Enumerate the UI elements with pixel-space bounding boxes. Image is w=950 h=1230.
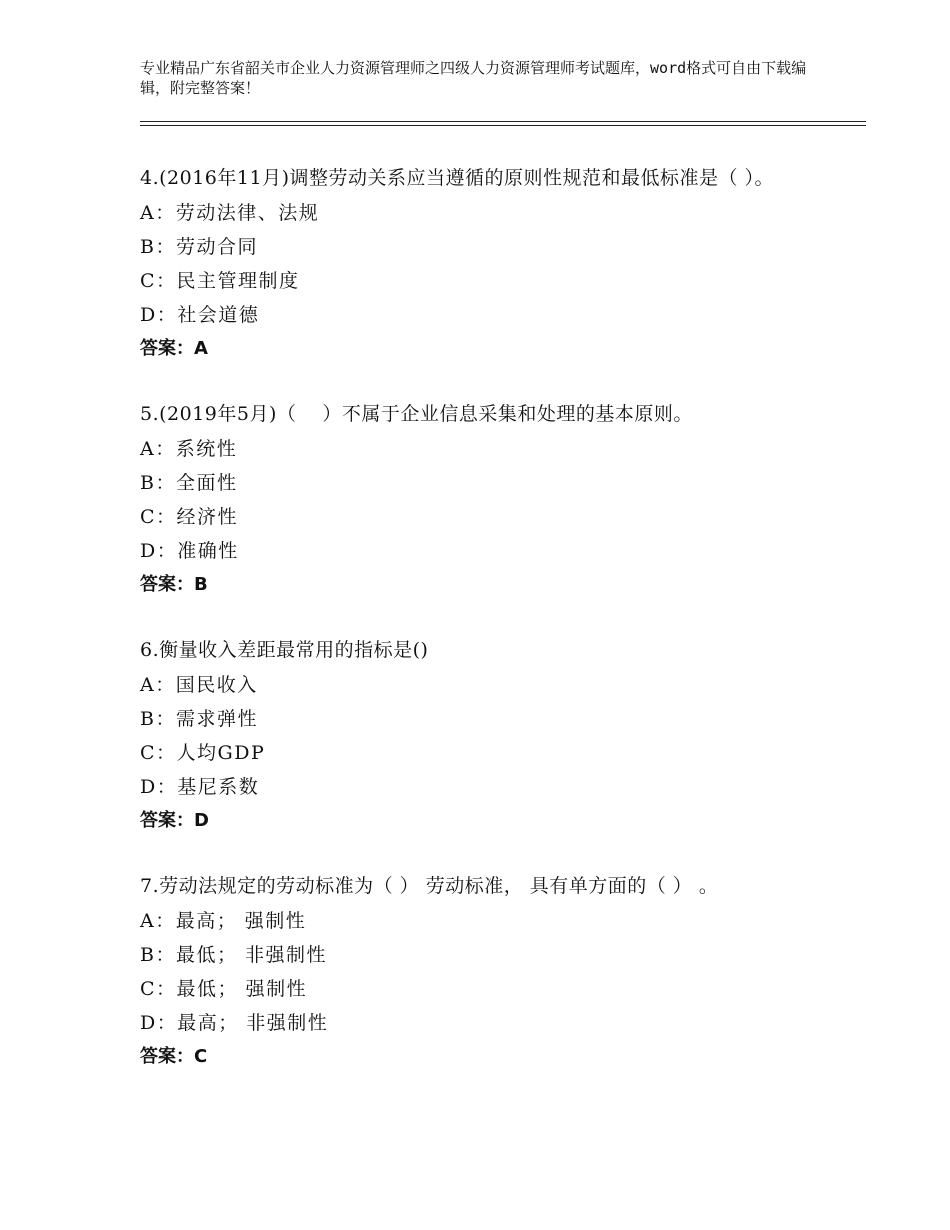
answer-line: 答案：A <box>140 338 208 359</box>
answer-line: 答案：D <box>140 810 209 831</box>
document-header: 专业精品广东省韶关市企业人力资源管理师之四级人力资源管理师考试题库，word格式可自由下载编辑，附完整答案！ <box>140 59 807 97</box>
question-list <box>140 162 840 1106</box>
option-a: A：劳动法律、法规 <box>140 202 320 224</box>
header-rule-bottom <box>140 125 866 126</box>
option-a: A：最高； 强制性 <box>140 910 307 932</box>
question-text: 6.衡量收入差距最常用的指标是() <box>140 639 429 661</box>
option-b: B：劳动合同 <box>140 236 258 258</box>
question-text: 4.(2016年11月)调整劳动关系应当遵循的原则性规范和最低标准是（ ）。 <box>140 167 775 189</box>
option-d: D：基尼系数 <box>140 776 260 798</box>
question-text: 5.(2019年5月)（ ）不属于企业信息采集和处理的基本原则。 <box>140 403 693 425</box>
question-6 <box>140 634 840 838</box>
option-d: D：社会道德 <box>140 304 260 326</box>
option-c: C：最低； 强制性 <box>140 978 308 1000</box>
option-a: A：国民收入 <box>140 674 258 696</box>
answer-line: 答案：B <box>140 574 208 595</box>
option-b: B：全面性 <box>140 472 238 494</box>
option-c: C：人均GDP <box>140 742 266 764</box>
option-c: C：经济性 <box>140 506 239 528</box>
option-b: B：最低； 非强制性 <box>140 944 328 966</box>
question-5 <box>140 398 840 602</box>
header-rule-top <box>140 121 866 122</box>
question-7 <box>140 870 840 1074</box>
option-c: C：民主管理制度 <box>140 270 300 292</box>
option-d: D：准确性 <box>140 540 239 562</box>
option-a: A：系统性 <box>140 438 238 460</box>
question-4 <box>140 162 840 366</box>
answer-line: 答案：C <box>140 1046 208 1067</box>
question-text: 7.劳动法规定的劳动标准为（ ） 劳动标准， 具有单方面的（ ） 。 <box>140 875 719 897</box>
option-d: D：最高； 非强制性 <box>140 1012 329 1034</box>
option-b: B：需求弹性 <box>140 708 258 730</box>
